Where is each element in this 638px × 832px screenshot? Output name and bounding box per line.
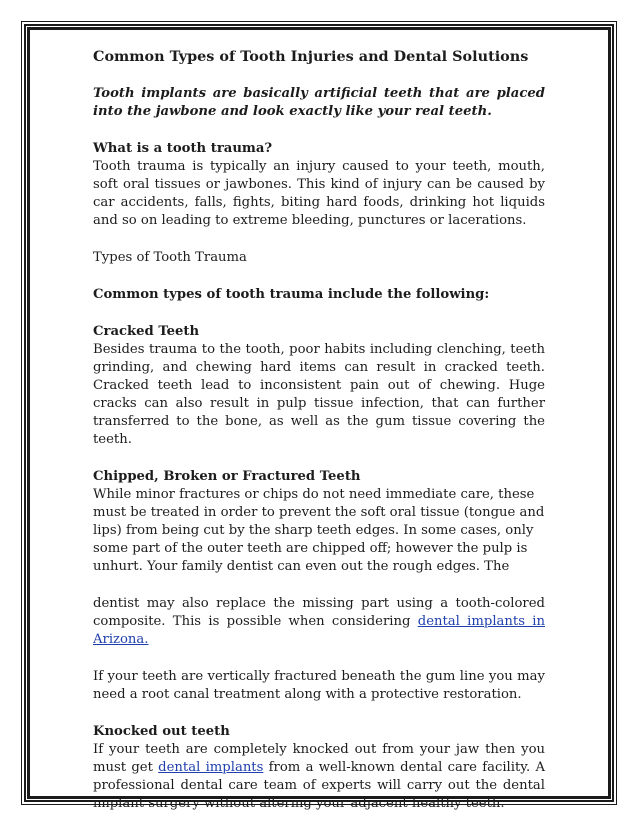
section-heading: Knocked out teeth xyxy=(93,724,230,739)
dental-implants-link[interactable]: dental implants xyxy=(158,760,264,775)
paragraph-text: from a well-known dental care facility. A professional dental care team of experts will carry out the dental implant surgery without altering your adjacent healthy teeth. xyxy=(93,760,545,811)
section-heading: Cracked Teeth xyxy=(93,324,200,339)
paragraph-text: If your teeth are completely knocked out from your jaw then you must get xyxy=(93,742,545,775)
section-cracked-teeth xyxy=(93,323,545,449)
section-text: Besides trauma to the tooth, poor habits including clenching, teeth grinding, and chewing hard items can result in cracked teeth. Cracked teeth lead to inconsistent pain out of chewing. Huge cracks can also result in pulp tissue infection, that can further transferred to the bone, as well as the gum tissue covering the teeth. xyxy=(93,342,545,447)
vertical-fracture-paragraph: If your teeth are vertically fractured beneath the gum line you may need a root canal treatment along with a protective restoration. xyxy=(93,669,545,702)
common-types-heading: Common types of tooth trauma include the following: xyxy=(93,287,490,302)
section-heading: Chipped, Broken or Fractured Teeth xyxy=(93,469,361,484)
section-chipped-teeth xyxy=(93,468,545,576)
types-heading: Types of Tooth Trauma xyxy=(93,250,247,265)
section-text xyxy=(93,741,545,813)
section-heading: What is a tooth trauma? xyxy=(93,141,273,156)
dental-implants-arizona-link[interactable]: dental implants in Arizona. xyxy=(93,614,545,647)
section-text: While minor fractures or chips do not need immediate care, these must be treated in order to prevent the soft oral tissue (tongue and lips) from being cut by the sharp teeth edges. In some cases, only some part of the outer teeth are chipped off; however the pulp is unhurt. Your family dentist can even out the rough edges. The xyxy=(93,487,545,574)
paragraph-text: dentist may also replace the missing part using a tooth-colored composite. This is possible when considering xyxy=(93,596,545,629)
section-what-is-trauma xyxy=(93,140,545,230)
document-body xyxy=(93,48,545,832)
section-text: Tooth trauma is typically an injury caused to your teeth, mouth, soft oral tissues or jawbones. This kind of injury can be caused by car accidents, falls, fights, biting hard foods, drinking hot liquids and so on leading to extreme bleeding, punctures or lacerations. xyxy=(93,159,545,228)
section-knocked-out-teeth xyxy=(93,723,545,813)
composite-paragraph xyxy=(93,595,545,649)
page-title: Common Types of Tooth Injuries and Dental Solutions xyxy=(93,48,529,65)
intro-paragraph: Tooth implants are basically artificial teeth that are placed into the jawbone and look exactly like your real teeth. xyxy=(93,86,545,119)
